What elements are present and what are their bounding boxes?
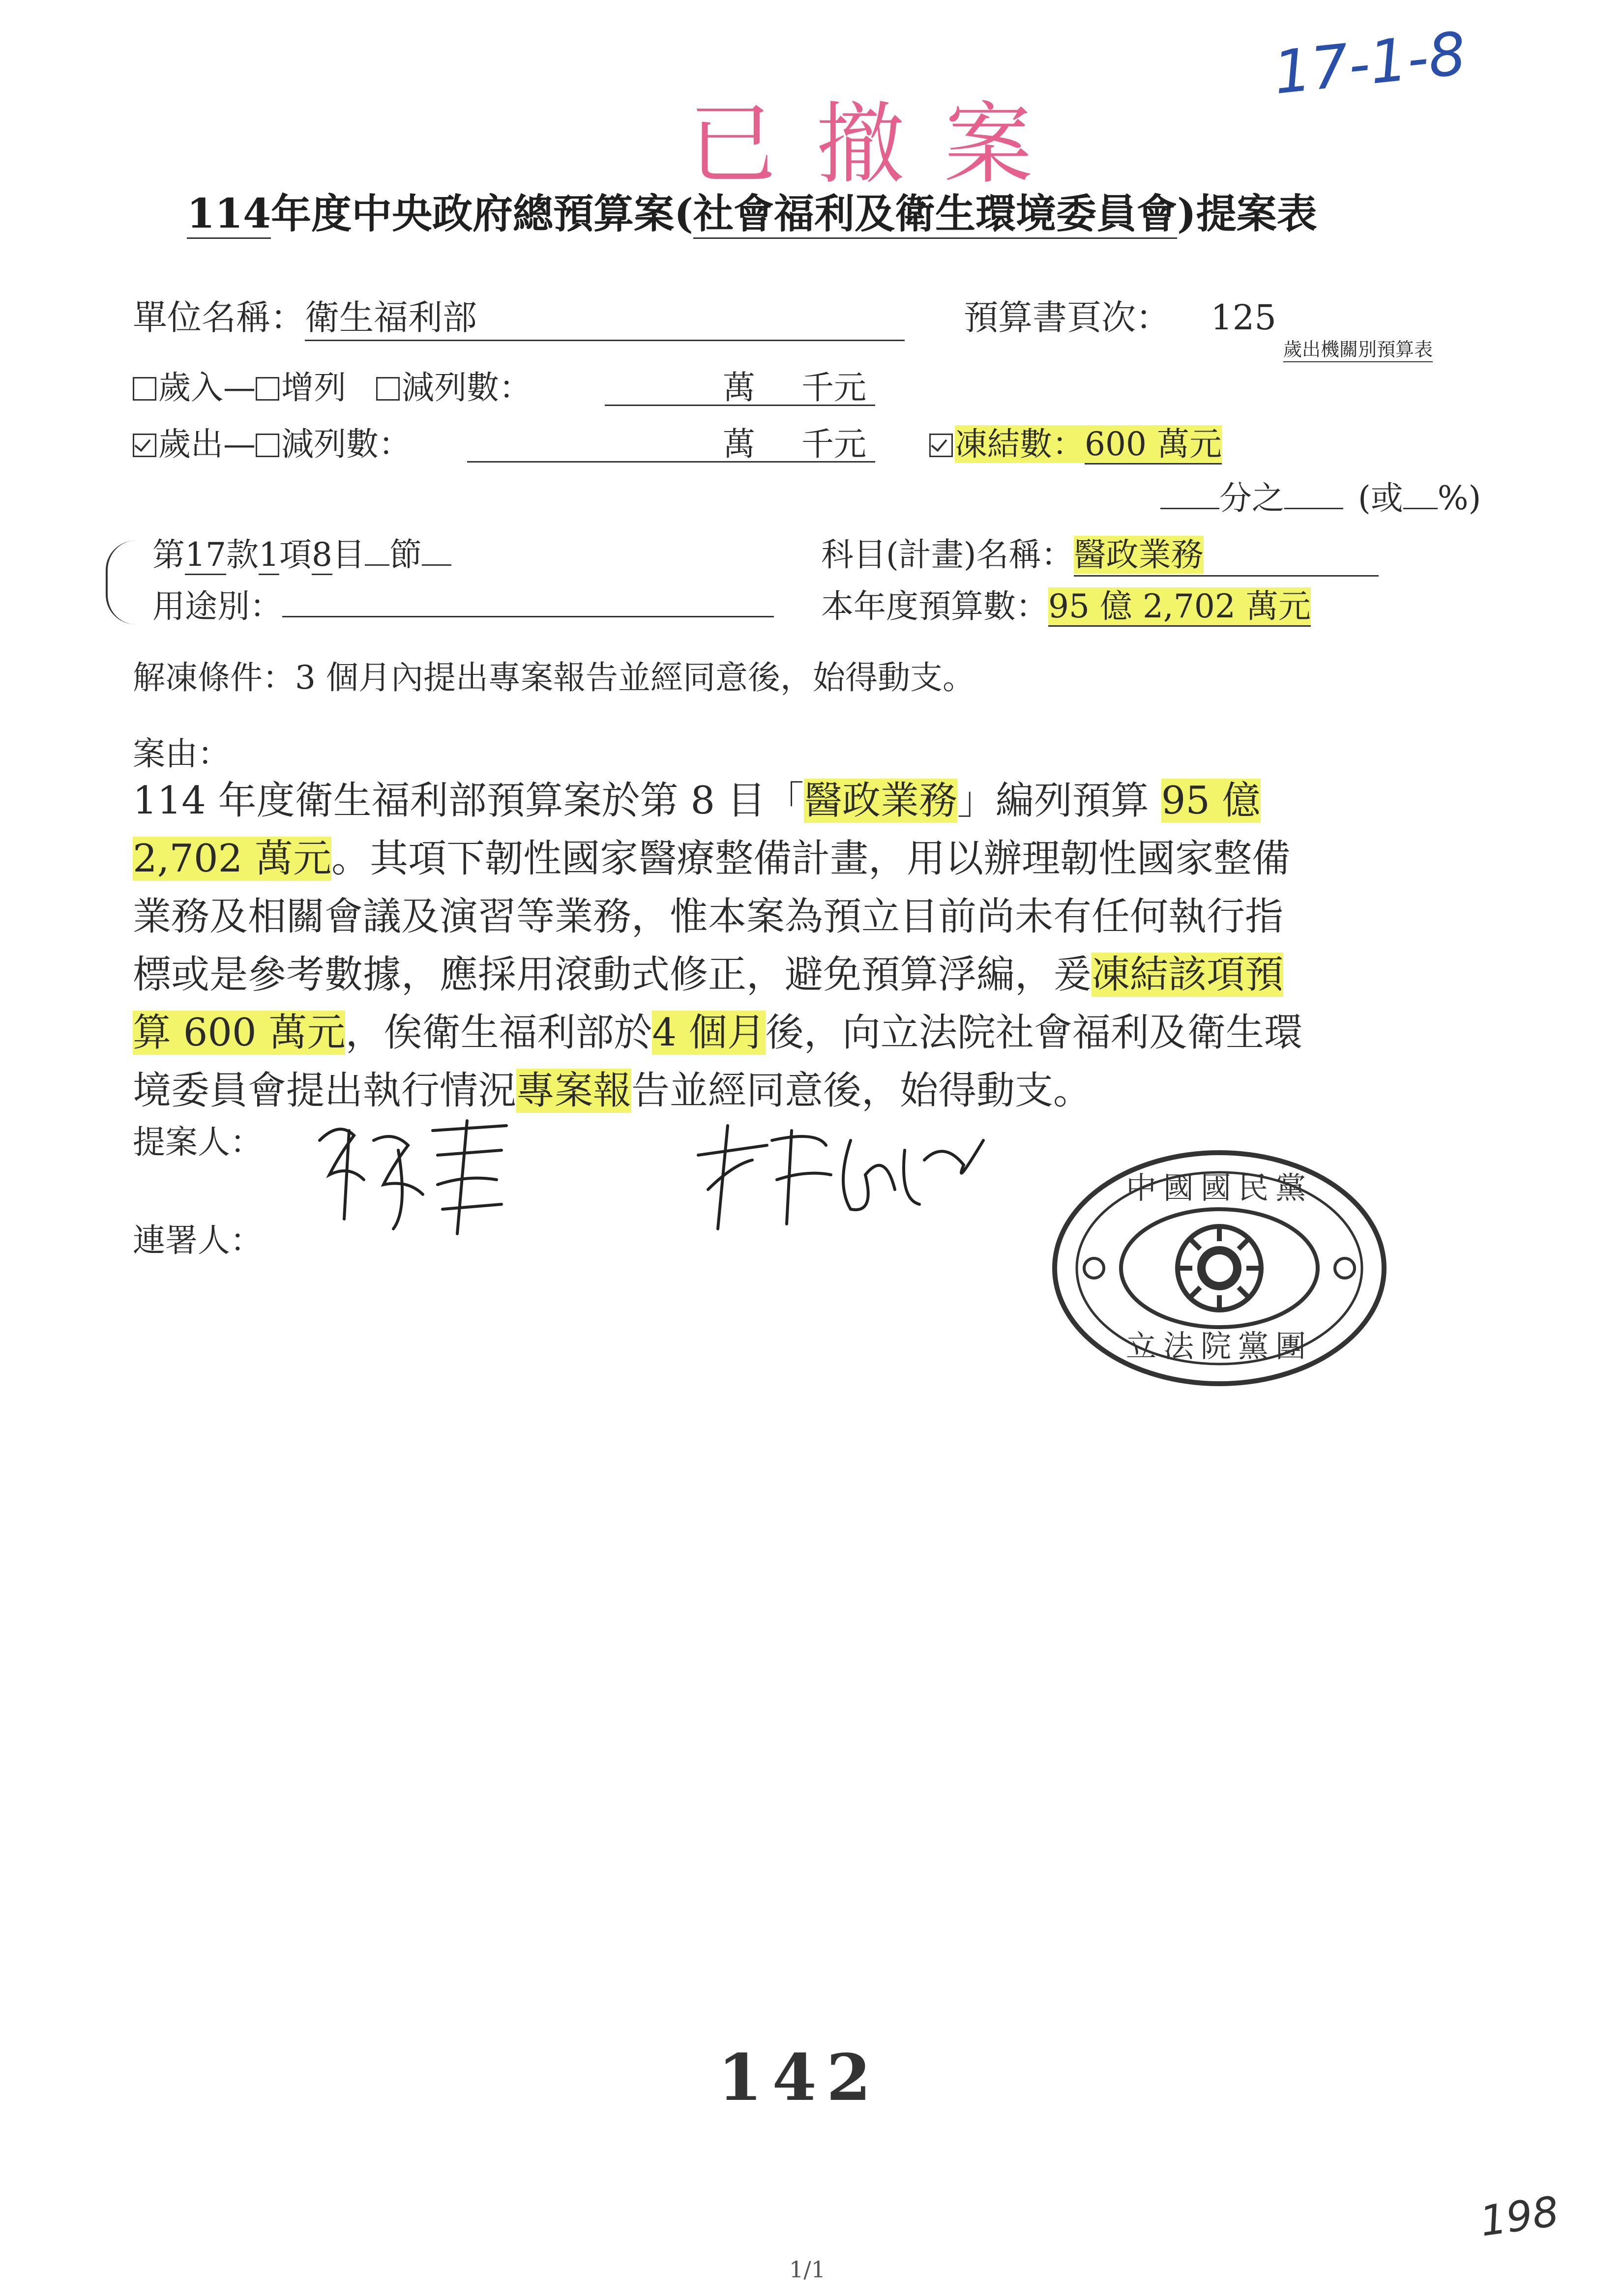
page-ref <box>964 290 1276 340</box>
subject-field <box>821 528 1379 577</box>
item-di: 第 <box>152 536 185 574</box>
expense-checkbox[interactable] <box>133 434 156 457</box>
budget-label: 本年度預算數： <box>821 587 1048 625</box>
proposer-signature <box>310 1111 516 1239</box>
item-mu: 目 <box>332 536 365 574</box>
reason-3: 業務及相關會議及演習等業務，惟本案為預立目前尚未有任何執行指 <box>133 895 1284 939</box>
reason-6c: 告並經同意後，始得動支。 <box>631 1069 1092 1113</box>
footer-page: 1/1 <box>789 2256 826 2283</box>
ratio-or: (或 <box>1358 479 1403 517</box>
cosigner-label: 連署人： <box>133 1221 263 1259</box>
second-signature <box>688 1111 993 1239</box>
item-xiang: 項 <box>279 536 312 574</box>
subject-label: 科目(計畫)名稱： <box>821 536 1074 574</box>
revenue-reduce-label: 減列數： <box>401 369 531 407</box>
item-row <box>152 528 451 575</box>
expense-amount <box>467 418 875 463</box>
budget-value: 95 億 2,702 萬元 <box>1048 587 1311 627</box>
reason-1a: 114 年度衛生福利部預算案於第 8 目「 <box>133 779 804 823</box>
reason-4b: 凍結該項預 <box>1092 953 1284 997</box>
reason-5b: ，俟衛生福利部於 <box>345 1011 652 1055</box>
freeze-field <box>929 418 1222 465</box>
reason-6a: 境委員會提出執行情況 <box>133 1069 517 1113</box>
reason-label: 案由： <box>133 735 230 773</box>
revenue-checkbox[interactable] <box>133 377 156 401</box>
subject-value <box>1074 528 1379 577</box>
revenue-qian: 千元 <box>801 369 866 407</box>
xiang-number: 1 <box>259 536 279 575</box>
ratio-fen: 分之 <box>1219 479 1284 517</box>
page-ref-note: 歲出機關別預算表 <box>1283 334 1433 362</box>
reason-5a: 算 600 萬元 <box>133 1011 346 1055</box>
item-kuan: 款 <box>226 536 259 574</box>
revenue-amount <box>605 361 875 406</box>
usage-row <box>152 580 774 627</box>
reason-5d: 後，向立法院社會福利及衛生環 <box>765 1011 1302 1055</box>
expense-wan: 萬 <box>723 425 755 463</box>
proposer-label: 提案人： <box>133 1123 263 1161</box>
seal-top-text: 中國國民黨 <box>1125 1170 1313 1206</box>
bracket-mark <box>106 541 152 624</box>
kuan-number: 17 <box>185 536 226 575</box>
withdrawn-stamp: 已撤案 <box>688 93 1072 196</box>
title-text-a: 年度中央政府總預算案( <box>271 190 693 237</box>
freeze-label: 凍結數： <box>955 425 1085 463</box>
subject-value-text: 醫政業務 <box>1073 536 1204 574</box>
reason-6b: 專案報 <box>516 1069 632 1113</box>
freeze-value: 600 萬元 <box>1085 425 1222 465</box>
ratio-pct: %) <box>1437 479 1481 517</box>
revenue-row <box>133 361 531 408</box>
page-ref-label: 預算書頁次： <box>964 297 1170 338</box>
page-title <box>187 182 1317 239</box>
reason-line-5 <box>133 1004 1302 1062</box>
budget-field <box>821 580 1311 627</box>
title-text-b: )提案表 <box>1177 190 1317 237</box>
freeze-checkbox[interactable] <box>929 434 953 457</box>
expense-qian: 千元 <box>801 425 866 463</box>
reason-1c: 」編列預算 <box>957 779 1161 823</box>
expense-reduce-checkbox[interactable] <box>256 434 279 457</box>
reason-1b: 醫政業務 <box>803 779 957 823</box>
reason-2b: 。其項下韌性國家醫療整備計畫，用以辦理韌性國家整備 <box>331 837 1291 881</box>
reason-body <box>133 772 1302 1120</box>
title-committee: 社會福利及衛生環境委員會 <box>693 190 1177 239</box>
mu-number: 8 <box>312 536 332 575</box>
revenue-label: 歲入— <box>158 369 256 407</box>
revenue-wan: 萬 <box>723 369 755 407</box>
unit-row <box>133 290 905 341</box>
unfreeze-condition: 解凍條件：3 個月內提出專案報告並經同意後，始得動支。 <box>133 659 975 697</box>
ratio-row <box>1160 472 1481 519</box>
increase-checkbox[interactable] <box>256 377 279 401</box>
reason-line-2 <box>133 830 1302 888</box>
reason-2a: 2,702 萬元 <box>133 837 332 881</box>
party-seal <box>1047 1145 1391 1391</box>
expense-label: 歲出— <box>158 425 256 463</box>
handwritten-date: 17-1-8 <box>1270 19 1470 108</box>
unit-value: 衛生福利部 <box>305 290 905 341</box>
expense-row <box>133 418 411 465</box>
expense-reduce-label: 減列數： <box>281 425 411 463</box>
increase-label: 增列 <box>281 369 346 407</box>
title-year: 114 <box>187 190 271 239</box>
corner-number: 198 <box>1476 2187 1562 2246</box>
seal-bottom-text: 立法院黨團 <box>1125 1328 1313 1364</box>
reason-line-4 <box>133 946 1302 1004</box>
reason-line-1 <box>133 772 1302 830</box>
page-ref-value: 125 <box>1211 297 1276 338</box>
reason-4a: 標或是參考數據，應採用滾動式修正，避免預算浮編，爰 <box>133 953 1092 997</box>
reason-line-3 <box>133 888 1302 946</box>
usage-label: 用途別： <box>152 587 282 625</box>
reason-1d: 95 億 <box>1161 779 1261 823</box>
item-jie: 節 <box>389 536 422 574</box>
page-number: 142 <box>718 2040 881 2115</box>
reason-5c: 4 個月 <box>652 1011 766 1055</box>
unit-label: 單位名稱： <box>133 297 305 338</box>
reduce-checkbox[interactable] <box>376 377 400 401</box>
